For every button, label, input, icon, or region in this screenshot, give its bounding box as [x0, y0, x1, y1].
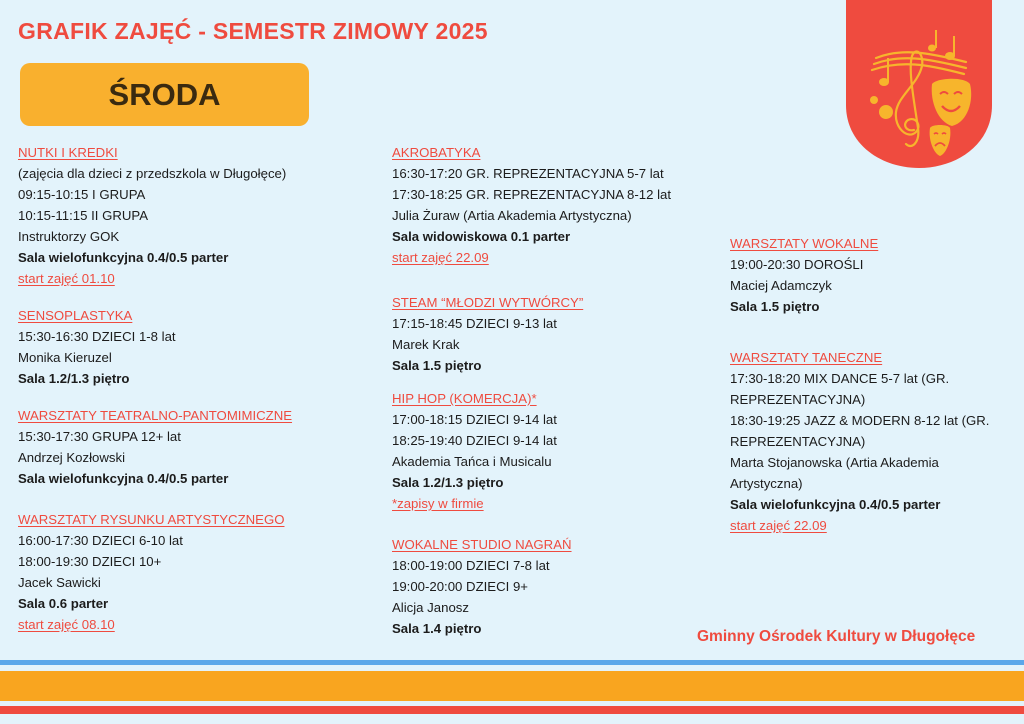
- section-title: WARSZTATY WOKALNE: [730, 236, 879, 251]
- page-title: GRAFIK ZAJĘĆ - SEMESTR ZIMOWY 2025: [18, 18, 488, 44]
- start-date-label: start zajęć 22.09: [730, 518, 827, 533]
- section-akrobatyka: [392, 142, 712, 292]
- room-label: Sala wielofunkcyjna 0.4/0.5 parter: [18, 471, 229, 486]
- day-label: ŚRODA: [20, 63, 309, 126]
- section-warsztaty-rysunku: [18, 509, 358, 635]
- section-wokalne-studio: [392, 534, 712, 639]
- stripe-red: [0, 706, 1024, 714]
- section-warsztaty-taneczne: [730, 347, 1010, 536]
- room-label: Sala 1.5 piętro: [730, 299, 820, 314]
- section-line: 16:00-17:30 DZIECI 6-10 lat: [18, 533, 183, 548]
- section-line: Marek Krak: [392, 337, 460, 352]
- section-title: SENSOPLASTYKA: [18, 308, 133, 323]
- signup-note: *zapisy w firmie: [392, 496, 484, 511]
- stripe-orange: [0, 671, 1024, 701]
- section-line: Monika Kieruzel: [18, 350, 112, 365]
- start-date-label: start zajęć 01.10: [18, 271, 115, 286]
- section-warsztaty-teatralne: [18, 405, 358, 509]
- section-line: 18:00-19:30 DZIECI 10+: [18, 554, 162, 569]
- room-label: Sala 0.6 parter: [18, 596, 109, 611]
- section-line: 15:30-17:30 GRUPA 12+ lat: [18, 429, 181, 444]
- section-title: NUTKI I KREDKI: [18, 145, 118, 160]
- section-line: 16:30-17:20 GR. REPREZENTACYJNA 5-7 lat: [392, 166, 664, 181]
- section-line: (zajęcia dla dzieci z przedszkola w Długołęce): [18, 166, 287, 181]
- section-line: 10:15-11:15 II GRUPA: [18, 208, 148, 223]
- section-line: 17:30-18:25 GR. REPREZENTACYJNA 8-12 lat: [392, 187, 672, 202]
- organization-name: Gminny Ośrodek Kultury w Długołęce: [697, 628, 976, 645]
- room-label: Sala 1.2/1.3 piętro: [18, 371, 130, 386]
- section-steam: [392, 292, 712, 388]
- section-title: AKROBATYKA: [392, 145, 481, 160]
- section-line: 19:00-20:00 DZIECI 9+: [392, 579, 528, 594]
- gok-emblem-logo: [846, 0, 992, 170]
- section-line: Jacek Sawicki: [18, 575, 101, 590]
- section-sensoplastyka: [18, 305, 358, 405]
- section-line: 18:25-19:40 DZIECI 9-14 lat: [392, 433, 557, 448]
- start-date-label: start zajęć 22.09: [392, 250, 489, 265]
- section-title: WOKALNE STUDIO NAGRAŃ: [392, 537, 572, 552]
- section-line: 17:15-18:45 DZIECI 9-13 lat: [392, 316, 557, 331]
- section-line: Akademia Tańca i Musicalu: [392, 454, 552, 469]
- section-line: 19:00-20:30 DOROŚLI: [730, 257, 864, 272]
- section-title: WARSZTATY TANECZNE: [730, 350, 883, 365]
- section-title: WARSZTATY RYSUNKU ARTYSTYCZNEGO: [18, 512, 285, 527]
- section-line: 09:15-10:15 I GRUPA: [18, 187, 146, 202]
- section-line: 18:30-19:25 JAZZ & MODERN 8-12 lat (GR. REPREZENTACYJNA): [730, 413, 990, 449]
- room-label: Sala 1.4 piętro: [392, 621, 482, 636]
- section-line: Marta Stojanowska (Artia Akademia Artystyczna): [730, 455, 939, 491]
- section-line: Alicja Janosz: [392, 600, 469, 615]
- section-line: 17:00-18:15 DZIECI 9-14 lat: [392, 412, 557, 427]
- room-label: Sala 1.5 piętro: [392, 358, 482, 373]
- section-hip-hop: [392, 388, 712, 534]
- room-label: Sala wielofunkcyjna 0.4/0.5 parter: [730, 497, 941, 512]
- section-warsztaty-wokalne: [730, 233, 1010, 347]
- room-label: Sala widowiskowa 0.1 parter: [392, 229, 571, 244]
- section-title: WARSZTATY TEATRALNO-PANTOMIMICZNE: [18, 408, 293, 423]
- section-line: Andrzej Kozłowski: [18, 450, 126, 465]
- section-line: 17:30-18:20 MIX DANCE 5-7 lat (GR. REPREZENTACYJNA): [730, 371, 950, 407]
- section-line: Maciej Adamczyk: [730, 278, 832, 293]
- room-label: Sala 1.2/1.3 piętro: [392, 475, 504, 490]
- stripe-blue: [0, 660, 1024, 665]
- section-line: 15:30-16:30 DZIECI 1-8 lat: [18, 329, 176, 344]
- section-line: Julia Żuraw (Artia Akademia Artystyczna): [392, 208, 632, 223]
- schedule-column-3: [730, 233, 1010, 536]
- schedule-column-2: [392, 142, 712, 639]
- section-title: HIP HOP (KOMERCJA)*: [392, 391, 537, 406]
- section-line: 18:00-19:00 DZIECI 7-8 lat: [392, 558, 550, 573]
- section-title: STEAM “MŁODZI WYTWÓRCY”: [392, 295, 584, 310]
- room-label: Sala wielofunkcyjna 0.4/0.5 parter: [18, 250, 229, 265]
- section-nutki-i-kredki: [18, 142, 358, 305]
- start-date-label: start zajęć 08.10: [18, 617, 115, 632]
- section-line: Instruktorzy GOK: [18, 229, 120, 244]
- schedule-column-1: [18, 142, 358, 635]
